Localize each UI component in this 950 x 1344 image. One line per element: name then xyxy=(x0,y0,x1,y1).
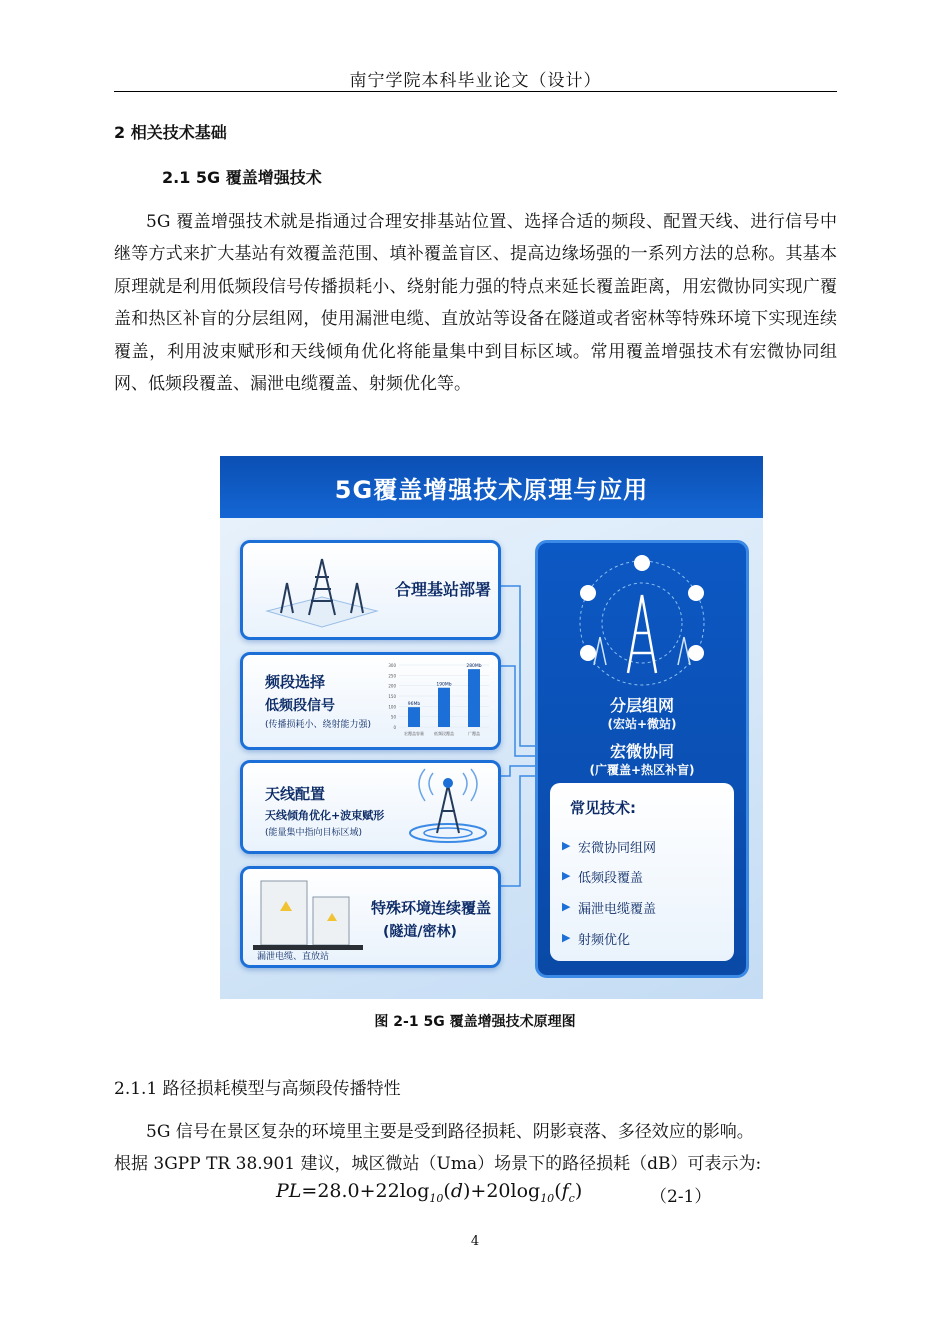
path-loss-formula: $PL=28.0+22\log_{10}(d)+20\log_{10}(f_c)$ xyxy=(276,1180,583,1205)
card3-note: (能量集中指向目标区域) xyxy=(265,828,363,838)
layered-title: 分层组网 xyxy=(609,696,674,715)
card-base-station-deployment xyxy=(240,540,501,640)
paragraph2-line1: 5G 信号在景区复杂的环境里主要是受到路径损耗、阴影衰落、多径效应的影响。 xyxy=(146,1122,754,1142)
mini-chart-ytick: 50 xyxy=(390,714,396,720)
figure-title: 5G覆盖增强技术原理与应用 xyxy=(334,476,649,504)
tech-arrow-icon: ▶ xyxy=(562,839,571,852)
mini-chart-bar xyxy=(438,688,450,727)
mini-chart-category-label: 宏覆盖容量 xyxy=(404,731,424,736)
tech-item: 宏微协同组网 xyxy=(578,841,657,856)
coop-title: 宏微协同 xyxy=(609,742,674,761)
mini-chart-category-label: 低频段覆盖 xyxy=(434,731,454,736)
page-number: 4 xyxy=(470,1234,480,1249)
mini-chart-category-label: 广覆盖 xyxy=(468,731,480,736)
card-frequency-selection xyxy=(240,652,501,750)
page-header: 南宁学院本科毕业论文（设计） xyxy=(349,71,602,91)
cabinet-repeater-icon xyxy=(253,875,363,951)
common-tech-box xyxy=(550,783,734,961)
figure-caption: 图 2-1 5G 覆盖增强技术原理图 xyxy=(374,1014,576,1030)
body-paragraph-2 xyxy=(114,1116,837,1180)
mini-chart-bar-label: 190Mb xyxy=(436,682,452,688)
tech-item: 漏泄电缆覆盖 xyxy=(578,902,657,917)
mini-chart-ytick: 150 xyxy=(388,694,396,699)
card1-title: 合理基站部署 xyxy=(395,580,492,599)
figure-5g-coverage xyxy=(220,456,763,999)
card2-subtitle: 低频段信号 xyxy=(265,698,335,714)
card3-subtitle: 天线倾角优化+波束赋形 xyxy=(265,809,385,822)
antenna-beam-icon xyxy=(403,767,493,847)
paragraph2-line2: 根据 3GPP TR 38.901 建议，城区微站（Uma）场景下的路径损耗（dB）可表示为: xyxy=(114,1154,762,1174)
mini-chart-ytick: 0 xyxy=(393,725,396,730)
card3-title: 天线配置 xyxy=(265,785,326,803)
mini-chart-ytick: 200 xyxy=(388,683,396,689)
section-heading: 2 相关技术基础 xyxy=(114,123,227,142)
subsubsection-heading: 2.1.1 路径损耗模型与高频段传播特性 xyxy=(114,1079,401,1099)
tech-title: 常见技术: xyxy=(570,799,636,817)
mini-chart-ytick: 250 xyxy=(388,673,396,679)
tech-item: 射频优化 xyxy=(578,933,631,948)
equation-number: （2-1） xyxy=(650,1187,712,1207)
tech-arrow-icon: ▶ xyxy=(562,900,571,913)
mini-chart-ytick: 300 xyxy=(388,663,396,668)
card-special-environment xyxy=(240,866,501,968)
tech-arrow-icon: ▶ xyxy=(562,869,571,882)
subsection-heading: 2.1 5G 覆盖增强技术 xyxy=(162,168,322,187)
layered-subtitle: (宏站+微站) xyxy=(607,717,677,731)
card4-title: 特殊环境连续覆盖 xyxy=(371,899,492,917)
header-rule xyxy=(114,91,837,92)
mini-chart-bar-label: 96Mb xyxy=(407,702,421,708)
right-panel-layered-network xyxy=(535,540,749,978)
frequency-bar-chart xyxy=(381,661,493,741)
tower-cluster-icon xyxy=(257,549,387,631)
mini-chart-bar xyxy=(408,707,420,727)
card2-title: 频段选择 xyxy=(265,673,326,691)
card2-note: (传播损耗小、绕射能力强) xyxy=(265,720,372,730)
card4-subtitle: (隧道/密林) xyxy=(383,924,457,940)
body-paragraph-1: 5G 覆盖增强技术就是指通过合理安排基站位置、选择合适的频段、配置天线、进行信号中继等方式来扩大基站有效覆盖范围、填补覆盖盲区、提高边缘场强的一系列方法的总称。其基本原理就是利用低频段信号传播损耗小、绕射能力强的特点来延长覆盖距离，用宏微协同实现广覆盖和热区补盲的分层组网，使用漏泄电缆、直放站等设备在隧道或者密林等特殊环境下实现连续覆盖，利用波束赋形和天线倾角优化将能量集中到目标区域。常用覆盖增强技术有宏微协同组网、低频段覆盖、漏泄电缆覆盖、射频优化等。 xyxy=(114,212,837,395)
card-antenna-config xyxy=(240,760,501,854)
mini-chart-bar-label: 280Mb xyxy=(466,664,482,670)
mini-chart-ytick: 100 xyxy=(388,704,396,710)
tech-item: 低频段覆盖 xyxy=(578,871,644,886)
card4-note: 漏泄电缆、直放站 xyxy=(257,952,330,962)
coop-subtitle: (广覆盖+热区补盲) xyxy=(589,763,695,777)
tech-arrow-icon: ▶ xyxy=(562,931,571,944)
mini-chart-bar xyxy=(468,669,480,727)
layered-network-icon xyxy=(552,553,732,693)
